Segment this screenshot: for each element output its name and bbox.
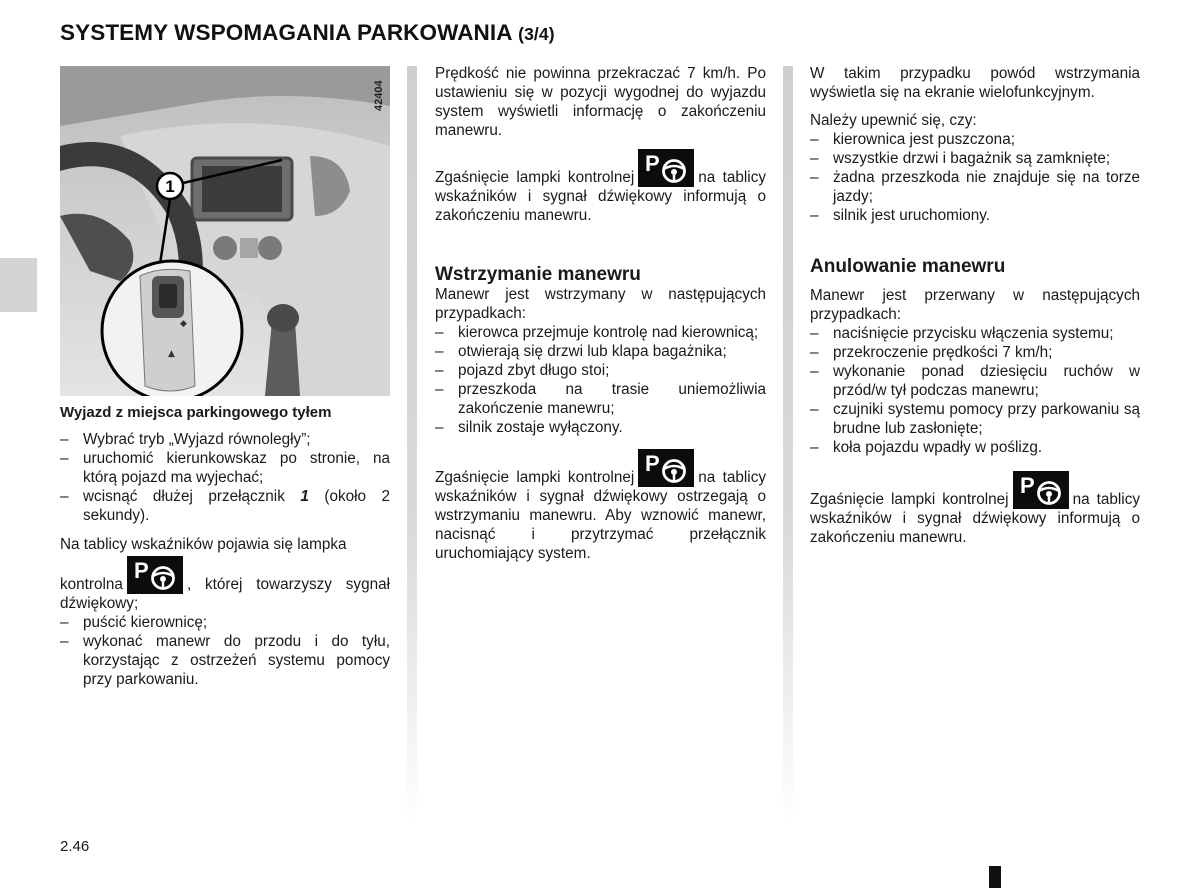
list-item: – wszystkie drzwi i bagażnik są zamknięte; xyxy=(810,149,1140,168)
list-item: – kierownica jest puszczona; xyxy=(810,130,1140,149)
page-corner-mark xyxy=(989,866,1001,888)
list-item: – uruchomić kierunkowskaz po stronie, na którą pojazd ma wyjechać; xyxy=(60,449,390,487)
list-item: – Wybrać tryb „Wyjazd równoległy”; xyxy=(60,430,390,449)
column-2 xyxy=(435,64,766,572)
list-item: – pojazd zbyt długo stoi; xyxy=(435,361,766,380)
lamp-intro: Na tablicy wskaźników pojawia się lampka xyxy=(60,536,347,553)
section-heading-pause: Wstrzymanie manewru xyxy=(435,264,641,285)
lamp-off-post: na tablicy wskaźników i sygnał dźwiękowy informują o zakończeniu manewru. xyxy=(810,491,1140,546)
parking-assist-lamp-icon xyxy=(638,149,694,187)
lamp-off-pre: Zgaśnięcie lampki kontrolnej xyxy=(810,491,1009,508)
column-1 xyxy=(60,403,390,699)
list-item: – przekroczenie prędkości 7 km/h; xyxy=(810,343,1140,362)
list-item: – silnik jest uruchomiony. xyxy=(810,206,1140,225)
callout-number: 1 xyxy=(165,177,175,196)
list-item: – silnik zostaje wyłączony. xyxy=(435,418,766,437)
lamp-off-info-2 xyxy=(435,449,766,563)
list-item: – żadna przeszkoda nie znajduje się na torze jazdy; xyxy=(810,168,1140,206)
cancel-intro: Manewr jest przerwany w następujących przypadkach: xyxy=(810,287,1140,323)
page-title-text: SYSTEMY WSPOMAGANIA PARKOWANIA xyxy=(60,20,512,45)
dashboard-photo xyxy=(60,66,390,396)
pause-reasons xyxy=(435,323,766,437)
parking-assist-lamp-icon xyxy=(127,556,183,594)
lamp-sentence-pre: kontrolna xyxy=(60,576,123,593)
section-heading-cancel: Anulowanie manewru xyxy=(810,256,1006,277)
speed-intro: Prędkość nie powinna przekraczać 7 km/h. Po ustawieniu się w pozycji wygodnej do wyjazdu system wyświetli informację o zakończeniu manewru. xyxy=(435,65,766,139)
cancel-reasons xyxy=(810,324,1140,457)
list-item: – czujniki systemu pomocy przy parkowaniu są brudne lub zasłonięte; xyxy=(810,400,1140,438)
list-item: – kierowca przejmuje kontrolę nad kierownicą; xyxy=(435,323,766,342)
svg-text:▲: ▲ xyxy=(168,349,175,359)
page-title xyxy=(60,20,555,46)
figure-reference-code: 42404 xyxy=(373,80,385,111)
list-item: – przeszkoda na trasie uniemożliwia zakończenie manewru; xyxy=(435,380,766,418)
lamp-sentence-post: , której towarzyszy sygnał dźwiękowy; xyxy=(60,576,390,612)
check-list xyxy=(810,130,1140,225)
reason-display-info: W takim przypadku powód wstrzymania wyświetla się na ekranie wielofunkcyjnym. xyxy=(810,65,1140,101)
list-item: – puścić kierownicę; xyxy=(60,613,390,632)
parking-assist-lamp-icon xyxy=(638,449,694,487)
lamp-off-pre: Zgaśnięcie lampki kontrolnej xyxy=(435,169,635,186)
pause-intro: Manewr jest wstrzymany w następujących przypadkach: xyxy=(435,286,766,322)
column-3 xyxy=(810,64,1140,556)
column-divider-2 xyxy=(783,66,793,826)
list-item: – wykonanie ponad dziesięciu ruchów w przód/w tył podczas manewru; xyxy=(810,362,1140,400)
lamp-off-info-3 xyxy=(810,471,1140,547)
lamp-off-info-1 xyxy=(435,149,766,225)
list-item: – wykonać manewr do przodu i do tyłu, korzystając z ostrzeżeń systemu pomocy przy parkowaniu. xyxy=(60,632,390,689)
section-side-tab xyxy=(0,258,37,312)
page-number: 2.46 xyxy=(60,838,90,855)
page-title-part: (3/4) xyxy=(518,24,555,44)
column-divider-1 xyxy=(407,66,417,826)
list-item: – otwierają się drzwi lub klapa bagażnika; xyxy=(435,342,766,361)
manoeuvre-steps xyxy=(60,613,390,689)
check-intro: Należy upewnić się, czy: xyxy=(810,112,977,129)
reverse-exit-steps xyxy=(60,430,390,525)
svg-text:◆: ◆ xyxy=(180,319,187,329)
list-item: – naciśnięcie przycisku włączenia systemu; xyxy=(810,324,1140,343)
dashboard-illustration xyxy=(60,66,390,396)
lamp-off-post: na tablicy wskaźników i sygnał dźwiękowy informują o zakończeniu manewru. xyxy=(435,169,766,224)
lamp-sentence xyxy=(60,556,390,613)
lamp-off-pre: Zgaśnięcie lampki kontrolnej xyxy=(435,469,635,486)
list-item: – koła pojazdu wpadły w poślizg. xyxy=(810,438,1140,457)
list-item: – wcisnąć dłużej przełącznik 1 (około 2 sekundy). xyxy=(60,487,390,525)
figure-caption: Wyjazd z miejsca parkingowego tyłem xyxy=(60,404,332,421)
lamp-off-post: na tablicy wskaźników i sygnał dźwiękowy ostrzegają o wstrzymaniu manewru. Aby wznowić manewr, nacisnąć i przytrzymać przełącznik uruchomiający system. xyxy=(435,469,766,562)
parking-assist-lamp-icon xyxy=(1013,471,1069,509)
